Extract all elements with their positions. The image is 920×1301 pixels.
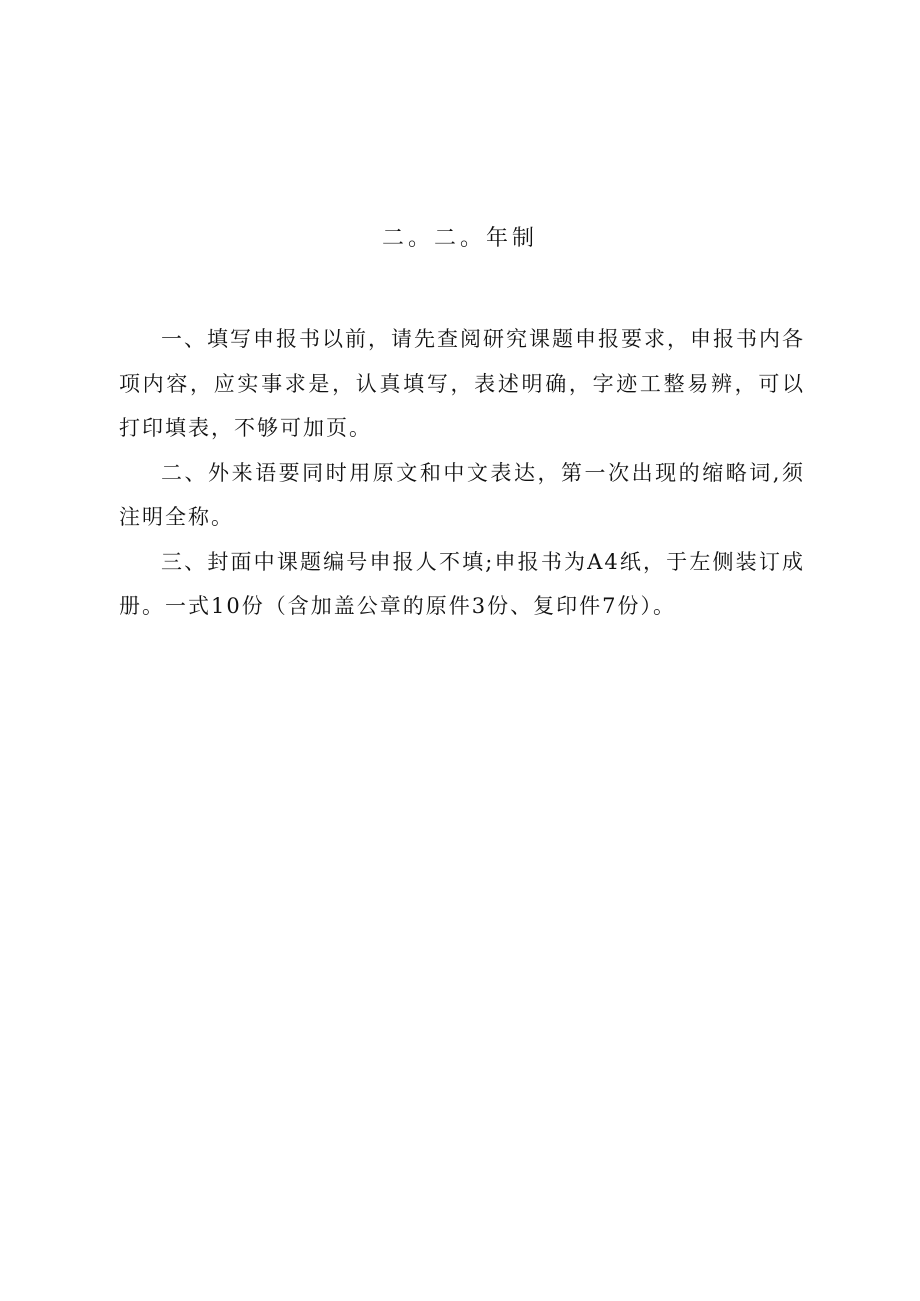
- instruction-paragraph-3: 三、封面中课题编号申报人不填;申报书为A4纸，于左侧装订成册。一式10份（含加盖公章的原件3份、复印件7份）。: [119, 549, 805, 618]
- document-title: 二。二。年制: [381, 226, 538, 251]
- instruction-paragraph-1: 一、填写申报书以前，请先查阅研究课题申报要求，申报书内各项内容，应实事求是，认真填写，表述明确，字迹工整易辨，可以打印填表，不够可加页。: [119, 327, 805, 440]
- instruction-paragraph-2: 二、外来语要同时用原文和中文表达，第一次出现的缩略词,须注明全称。: [119, 460, 805, 529]
- instructions-section: [119, 317, 805, 629]
